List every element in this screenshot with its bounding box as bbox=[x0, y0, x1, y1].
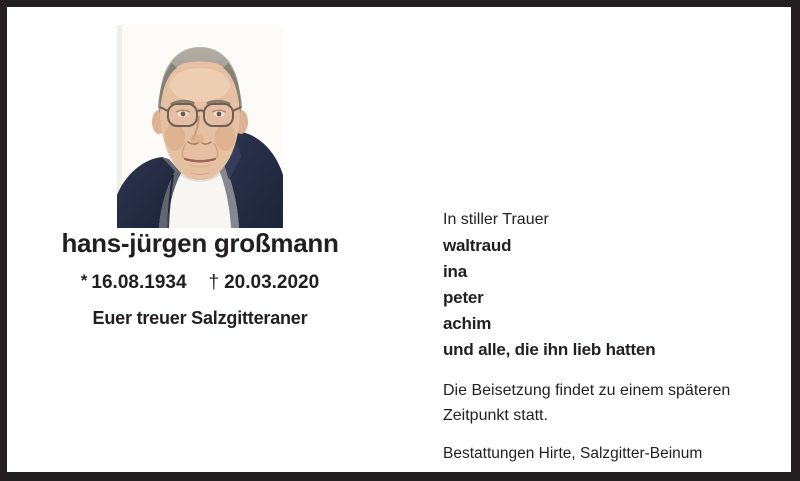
death-date: 20.03.2020 bbox=[224, 272, 320, 293]
mourner-name: peter bbox=[443, 288, 484, 307]
portrait-photo-illustration bbox=[117, 25, 283, 228]
mourner-name: ina bbox=[443, 262, 467, 281]
farewell-tagline: Euer treuer Salzgitteraner bbox=[92, 308, 308, 328]
death-dagger-symbol: † bbox=[208, 272, 220, 293]
birth-date: 16.08.1934 bbox=[91, 272, 187, 293]
funeral-home: Bestattungen Hirte, Salzgitter-Beinum bbox=[443, 445, 703, 462]
mourner-name: waltraud bbox=[443, 236, 512, 255]
deceased-name: hans-jürgen großmann bbox=[61, 228, 339, 258]
life-dates bbox=[40, 269, 360, 295]
mourning-intro: In stiller Trauer bbox=[443, 211, 549, 228]
mourner-name: achim bbox=[443, 314, 492, 333]
burial-line: Zeitpunkt statt. bbox=[443, 407, 548, 424]
birth-symbol: * bbox=[80, 271, 88, 290]
burial-line: Die Beisetzung findet zu einem späteren bbox=[443, 382, 731, 399]
mourning-block bbox=[443, 207, 773, 463]
portrait-photo bbox=[117, 25, 283, 228]
mourner-name: und alle, die ihn lieb hatten bbox=[443, 340, 656, 359]
announcement-block bbox=[40, 228, 360, 329]
burial-info bbox=[443, 378, 773, 428]
